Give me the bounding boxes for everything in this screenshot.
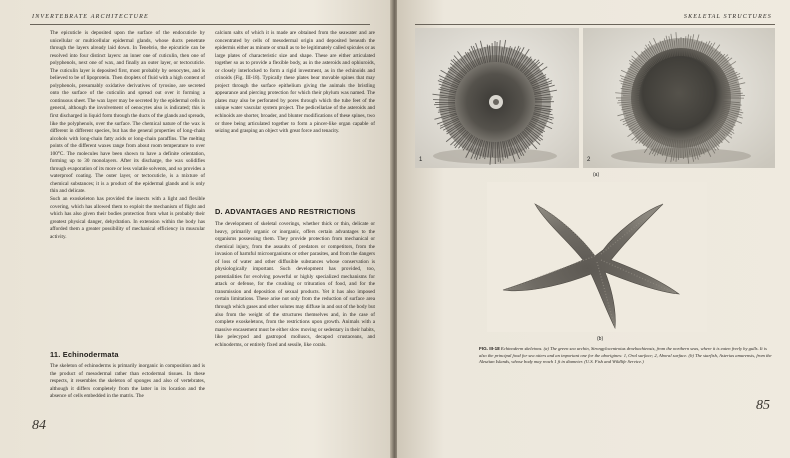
left-head-rule <box>30 24 370 25</box>
left-page-number: 84 <box>32 418 46 433</box>
right-page-number: 85 <box>756 398 770 413</box>
figure-label-a: (a) <box>593 172 600 178</box>
right-page <box>397 0 790 458</box>
caption-figure-number: FIG. III-18 <box>479 346 500 351</box>
figure-label-b: (b) <box>597 336 604 342</box>
starfish-photo <box>487 182 707 332</box>
left-running-head: INVERTEBRATE ARCHITECTURE <box>32 14 149 20</box>
left-column-1-text: The epicuticle is deposited upon the surface of the endocuticle by unicellular or multicellular epidermal glands, whose ducts penetrate through the layers already laid down. In Tenebrio, the epicuticle can be resolved into four distinct layers: an inner one of cuticulin, then one of polyphenols, next one of wax, and finally an outer layer, or tectocuticle. The cuticulin layer is deposited first, most probably by oenocytes, and is believed to be of lipoprotein. Then droplets of fluid with a high content of polyphenols, presumably oxidative derivatives of tyrosine, are secreted onto the surface of the cuticulin and spread out over it forming a continuous sheet. The wax layer may be secreted by the epidermal cells in general, although the involvement of oenocytes also is indicated; this is first discharged in liquid form through the ducts of the glands and spreads, like the polyphenols, over the surface. The chemical nature of the wax is different in different species, but has the general properties of long-chain alcohols with long-chain fatty acids or long-chain paraffins. The melting points of the different waxes range from about room temperature to over 100°C. The molecules have been shown to have a definite orientation, forming up to 30 monolayers. After its discharge, the wax solidifies through evaporation of its more or less volatile solvents, and so provides a waterproof coating. The outer layer, or tectocuticle, is a mixture of chemical substances; it is a product of the epidermal glands and is only thin and delicate. Such an exoskeleton has provided the insects with a light and flexible covering, which has allowed them to exploit the mechanism of flight and which has also given their bodies protection from what is probably their greatest physical danger, dehydration. In extension within the body has afforded them a greater possibility of mechanical efficiency in muscular activity. <box>50 30 205 240</box>
figure-label-1: 1 <box>419 157 423 163</box>
caption-text: Echinoderm skeletons. (a) The green sea urchin, Strongylocentrotus droebachiensis, from the northern seas, where it is eaten freely by gulls. It is also the principal food for sea otters and an important one for the aborigines: 1, Oral surface; 2, Aboral surface. (b) The starfish, Asterias amurensis, from the Aleutian Islands, whose body may reach 1 ft in diameter. (U.S. Fish and Wildlife Service.) <box>479 346 772 365</box>
section-heading-advantages: D. ADVANTAGES AND RESTRICTIONS <box>215 207 356 216</box>
left-column-1-continued: The skeleton of echinoderms is primarily inorganic in composition and is the product of mesodermal rather than ectodermal tissues. In these respects, it resembles the skeleton of sponges and also of vertebrates, although it differs completely from the latter in its location and the absence of cells embedded in the matrix. The <box>50 363 205 400</box>
left-column-2-text: calcium salts of which it is made are obtained from the seawater and are concentrated by cells of mesodermal origin and deposited beneath the epidermis either as minute or small as to be legitimately called spicules or as large plates of characteristic size and shape. These are either articulated together so as to provide a flexible body, as in the asteroids and ophiuroids, or closely interlocked to form a rigid investment, as in the echinoids and crinoids (Fig. III-18). Typically these plates bear movable spines that may project through the surface epithelium giving the animals the bristling appearance and piercing protection for which their phylum was named. The plates may also be perforated by pores through which the tube feet of the unique water vascular system project. The pedicellariae of the asteroids and echinoids are shorter, broader, and blunter modifications of these spines, two or three being articulated together to form a pincer-like organ capable of seizing and grasping an object with great force and tenacity. <box>215 30 375 135</box>
left-page <box>0 0 392 458</box>
left-column-2-continued: The development of skeletal coverings, whether thick or thin, delicate or heavy, primarily organic or inorganic, offers certain advantages to the organisms possessing them. They provide protection from mechanical or chemical injury, from the assaults of predators or competitors, from the invasion of harmful microorganisms or other parasites, and from the dangers of loss of water and other diffusible substances whose conservation is physiologically important. Such development has provided, too, potentialities for evolving powerful or highly specialized mechanisms for attack or defense, for the crushing or trituration of food, and for the transmission and deposition of sexual products. Yet it has also imposed certain limitations. These arise not only from the reduction of surface area through which gases and other solutes may diffuse in and out of the body but also from the weight of the structures themselves and, in the case of complete exoskeletons, from the restrictions upon growth. Animals with a massive encasement must be either slow moving or sedentary in their habits, like pelecypod and gastropod molluscs, decapod crustaceans, and echinoderms, or entirely fixed and sessile, like corals. <box>215 221 375 348</box>
sea-urchin-oral-photo <box>415 28 579 168</box>
figure-label-2: 2 <box>587 157 591 163</box>
section-heading-echinodermata: 11. Echinodermata <box>50 350 119 359</box>
figure-caption <box>479 346 775 366</box>
right-running-head: SKELETAL STRUCTURES <box>683 14 772 20</box>
sea-urchin-aboral-photo <box>583 28 775 168</box>
right-head-rule <box>415 24 775 25</box>
